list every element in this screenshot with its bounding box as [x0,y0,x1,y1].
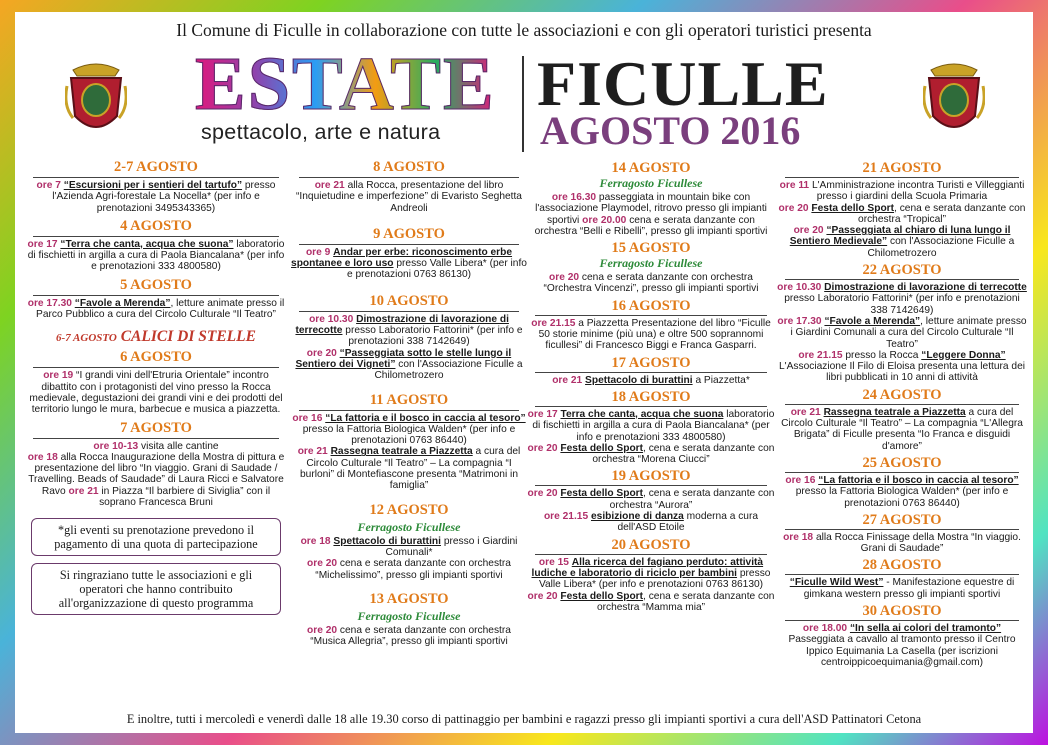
event: ore 10.30 Dimostrazione di lavorazione di terrecotte presso Laboratorio Fattorini* (per info e prenotazioni 338 7142649) ore 17.30 “Favole a Merenda”, letture animate presso i Giardini Comunali a cura del Circolo Culturale “Il Teatro” ore 21.15 presso la Rocca “Leggere Donna” L'Associazione Il Filo di Eloisa presenta una lettura dei libri pubblicati in 10 anni di attività [777,282,1027,384]
day-heading: 25 AGOSTO [785,455,1019,473]
poster [15,12,1033,733]
event: ore 20 Festa dello Sport, cena e serata danzante con orchestra “Aurora” ore 21.15 esibizione di danza moderna a cura dell'ASD Etoile [527,488,775,534]
booking-note: *gli eventi su prenotazione prevedono il pagamento di una quota di partecipazione [31,518,281,556]
day-heading: 12 AGOSTO [369,501,449,518]
event: ore 16.30 passeggiata in mountain bike con l'associazione Playmodel, ritrovo presso gli impianti sportivi ore 20.00 cena e serata danzante con orchestra “Belli e Ribelli”, presso gli impianti sportivi [534,192,768,237]
day-subheading: Ferragosto Ficullese [599,176,703,190]
day-heading: 20 AGOSTO [535,537,767,555]
event: ore 17 Terra che canta, acqua che suona laboratorio di fischietti in argilla a cura di Paola Biancalana* (per info e prenotazioni 333 4800580) ore 20 Festa dello Sport, cena e serata danzante con orchestra “Morena Ciucci” [527,408,775,466]
coat-of-arms-icon [65,56,127,140]
day-heading: 8 AGOSTO [299,158,519,178]
day-heading: 21 AGOSTO [785,160,1019,178]
title-divider [522,56,524,152]
event: ore 18 Spettacolo di burattini presso i Giardini Comunali* ore 20 cena e serata danzante con orchestra “Michelissimo”, presso gli impianti sportivi [300,535,518,581]
event: ore 15 Alla ricerca del fagiano perduto: attività ludiche e laboratorio di riciclo per bambini presso Valle Libera* (per info e prenotazioni 0763 86130) ore 20 Festa dello Sport, cena e serata danzante con orchestra “Mamma mia” [527,556,775,613]
day-heading: 16 AGOSTO [535,298,767,316]
day-heading: 22 AGOSTO [785,262,1019,280]
footer-note: E inoltre, tutti i mercoledì e venerdì dalle 18 alle 19.30 corso di pattinaggio per bambini e ragazzi presso gli impianti sportivi a cura dell'ASD Pattinatori Cetona [126,712,922,726]
intro-line: Il Comune di Ficulle in collaborazione con tutte le associazioni e con gli operatori turistici presenta [176,20,872,40]
day-heading: 10 AGOSTO [299,292,519,312]
event: “Ficulle Wild West” - Manifestazione equestre di gimkana western presso gli impianti sportivi [789,577,1015,600]
day-subheading: Ferragosto Ficullese [357,608,461,623]
day-heading: 19 AGOSTO [535,468,767,486]
event: ore 9 Andar per erbe: riconoscimento erbe spontanee e loro uso presso Valle Libera* (per info e prenotazioni 0763 86130) [291,246,527,281]
day-subheading: Ferragosto Ficullese [599,256,703,271]
event: ore 10-13 visita alle cantine ore 18 alla Rocca Inaugurazione della Mostra di pittura e presentazione del libro “In viaggio. Grani di Saudade / Travelling. Beads of Saudade” di Laura Ricci e Salvatore Ravo ore 21 in Piazza “Il barbiere di Siviglia” con il soprano Francesca Bruni [27,440,285,509]
title-estate: ESTATE [195,42,496,126]
column-3 [527,160,775,616]
day-heading: 11 AGOSTO [299,391,519,411]
day-heading: 17 AGOSTO [535,355,767,373]
day-heading: 5 AGOSTO [33,276,279,296]
event: ore 21 Spettacolo di burattini a Piazzetta* [552,374,750,386]
event: ore 20 cena e serata danzante con orchestra “Orchestra Vincenzi”, presso gli impianti sportivi [543,272,759,295]
day-heading: 24 AGOSTO [785,387,1019,405]
day-subheading: Ferragosto Ficullese [357,519,461,534]
day-heading: 4 AGOSTO [33,217,279,237]
day-heading: 2-7 AGOSTO [33,158,279,178]
event: ore 17 “Terra che canta, acqua che suona” laboratorio di fischietti in argilla a cura di Paola Biancalana* (per info e prenotazioni 333 4800580) [27,238,285,273]
coat-of-arms-icon [923,56,985,140]
column-2 [291,158,527,650]
title-agosto: AGOSTO 2016 [540,108,801,153]
day-heading: 7 AGOSTO [33,419,279,439]
event: ore 17.30 “Favole a Merenda”, letture animate presso il Parco Pubblico a cura del Circolo Culturale “Il Teatro” [27,297,285,321]
day-heading: 14 AGOSTO [611,160,691,176]
day-heading: 9 AGOSTO [299,225,519,245]
title-ficulle: FICULLE [537,48,829,119]
event: ore 11 L'Amministrazione incontra Turisti e Villeggianti presso i giardini della Scuola Primaria ore 20 Festa dello Sport, cena e serata danzante con orchestra “Tropical” ore 20 “Passeggiata al chiaro di luna lungo il Sentiero Medievale” con l'Associazione Ficulle a Chilometrozero [778,180,1026,259]
day-heading: 18 AGOSTO [535,389,767,407]
special-event-heading: 6-7 AGOSTO CALICI DI STELLE [56,328,256,346]
event: ore 20 cena e serata danzante con orchestra “Musica Allegria”, presso gli impianti sportivi [307,624,511,648]
event: ore 18 alla Rocca Finissage della Mostra “In viaggio. Grani di Saudade” [783,531,1021,555]
event: ore 7 “Escursioni per i sentieri del tartufo” presso l'Azienda Agri-forestale La Nocella* (per info e prenotazioni 3495343365) [36,180,276,214]
day-heading: 27 AGOSTO [785,512,1019,530]
thanks-note: Si ringraziano tutte le associazioni e gli operatori che hanno contribuito all'organizzazione di questo programma [31,563,281,615]
day-heading: 30 AGOSTO [785,603,1019,621]
column-4 [777,160,1027,671]
event: ore 10.30 Dimostrazione di lavorazione di terrecotte presso Laboratorio Fattorini* (per info e prenotazioni 338 7142649) ore 20 “Passeggiata sotto le stelle lungo il Sentiero dei Vigneti” con l'Associazione Ficulle a Chilometrozero [295,313,523,382]
event: ore 18.00 “In sella ai colori del tramonto” Passeggiata a cavallo al tramonto presso il Centro Ippico Equimania La Casella (per iscrizioni centroippicoequimania@gmail.com) [788,623,1016,668]
day-heading: 6 AGOSTO [33,348,279,368]
event: ore 19 “I grandi vini dell'Etruria Orientale” incontro dibattito con i protagonisti del vino presso la Rocca medievale, degustazioni dei grandi vini e dei prodotti del territorio lungo le mura, barbecue e musica a piazzetta. [29,370,283,416]
event: ore 16 “La fattoria e il bosco in caccia al tesoro” presso la Fattoria Biologica Walden* (per info e prenotazioni 0763 86440) ore 21 Rassegna teatrale a Piazzetta a cura del Circolo Culturale “Il Teatro” – La compagnia “I burloni” di Montefiascone presenta “Matrimoni in famiglia” [292,412,526,492]
event: ore 21 alla Rocca, presentazione del libro “Inquietudine e imperfezione” di Evaristo Seghetta Andreoli [296,180,522,214]
day-heading: 15 AGOSTO [611,240,691,257]
day-heading: 28 AGOSTO [785,557,1019,575]
event: ore 16 “La fattoria e il bosco in caccia al tesoro” presso la Fattoria Biologica Walden* (per info e prenotazioni 0763 86440) [785,474,1019,509]
event: ore 21.15 a Piazzetta Presentazione del libro “Ficulle 50 storie minime (più una) e oltre 500 soprannomi ficullesi” di Francesco Biggi e Franca Gasparri. [531,317,771,352]
column-1 [25,158,287,615]
day-heading: 13 AGOSTO [369,590,449,607]
event: ore 21 Rassegna teatrale a Piazzetta a cura del Circolo Culturale “Il Teatro” – La compagnia “L'Allegra Brigata” di Ficulle presenta “Io Franca e disguidi d'amore” [781,406,1023,452]
subtitle: spettacolo, arte e natura [201,120,441,144]
